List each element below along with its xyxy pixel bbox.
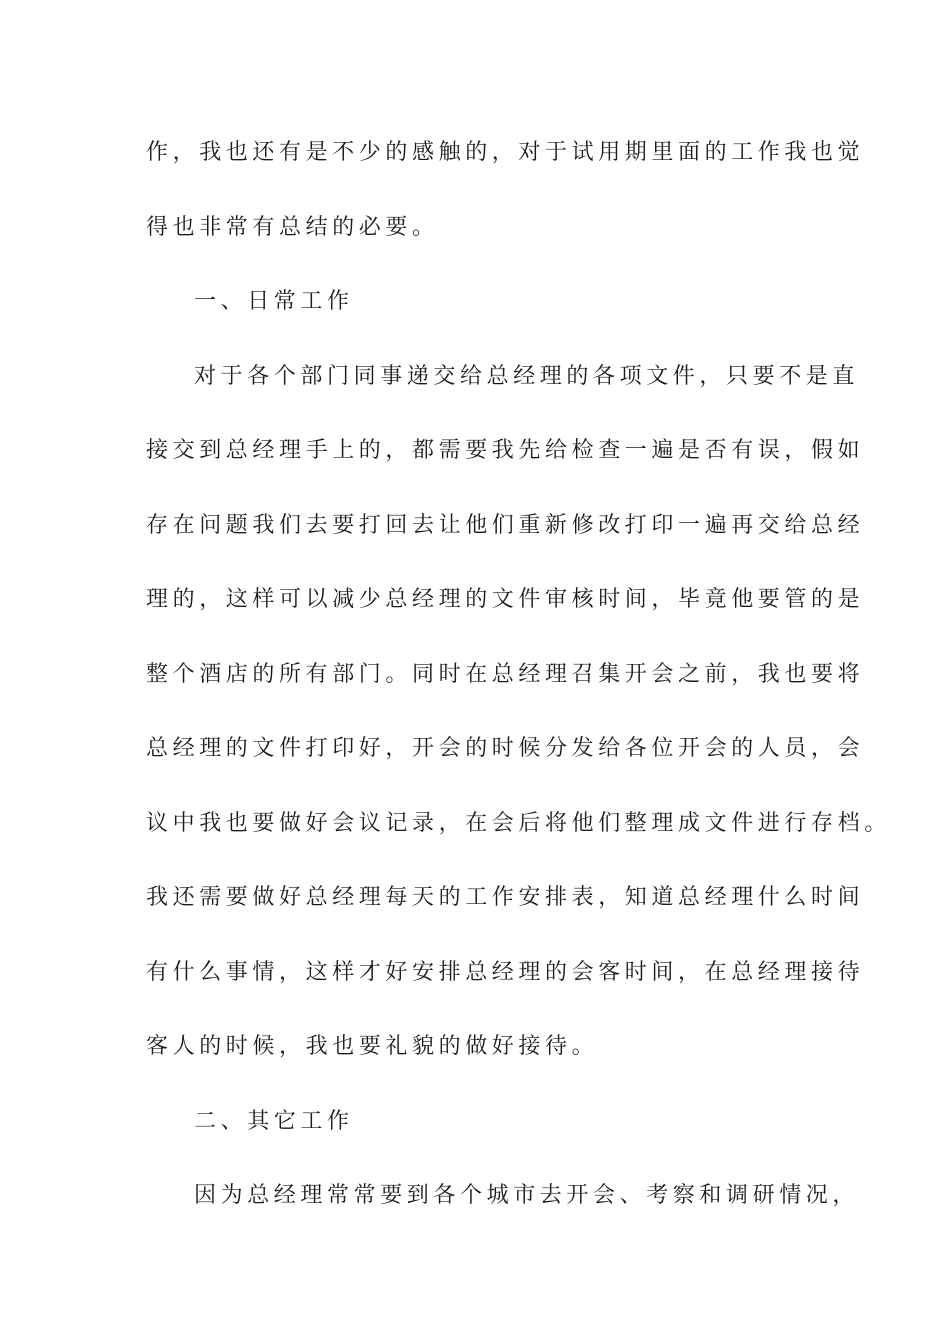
document-body bbox=[146, 131, 891, 1249]
paragraph-line: 我还需要做好总经理每天的工作安排表，知道总经理什么时间 bbox=[146, 885, 865, 910]
section-heading-other-work: 二、其它工作 bbox=[194, 1108, 354, 1134]
paragraph-line: 议中我也要做好会议记录，在会后将他们整理成文件进行存档。 bbox=[146, 810, 891, 836]
paragraph-line: 整个酒店的所有部门。同时在总经理召集开会之前，我也要将 bbox=[146, 661, 865, 687]
paragraph-line: 理的，这样可以减少总经理的文件审核时间，毕竟他要管的是 bbox=[146, 587, 865, 612]
paragraph-line: 客人的时候，我也要礼貌的做好接待。 bbox=[146, 1034, 599, 1059]
paragraph-line: 有什么事情，这样才好安排总经理的会客时间，在总经理接待 bbox=[146, 959, 865, 985]
paragraph-line: 接交到总经理手上的，都需要我先给检查一遍是否有误，假如 bbox=[146, 438, 865, 463]
paragraph-line: 因为总经理常常要到各个城市去开会、考察和调研情况， bbox=[194, 1183, 860, 1208]
paragraph-line: 作，我也还有是不少的感触的，对于试用期里面的工作我也觉 bbox=[146, 140, 865, 165]
paragraph-line: 总经理的文件打印好，开会的时候分发给各位开会的人员，会 bbox=[146, 736, 865, 761]
paragraph-line: 得也非常有总结的必要。 bbox=[146, 214, 439, 240]
paragraph-line: 对于各个部门同事递交给总经理的各项文件，只要不是直 bbox=[194, 363, 860, 389]
paragraph-line: 存在问题我们去要打回去让他们重新修改打印一遍再交给总经 bbox=[146, 512, 865, 538]
section-heading-daily-work: 一、日常工作 bbox=[194, 289, 354, 314]
